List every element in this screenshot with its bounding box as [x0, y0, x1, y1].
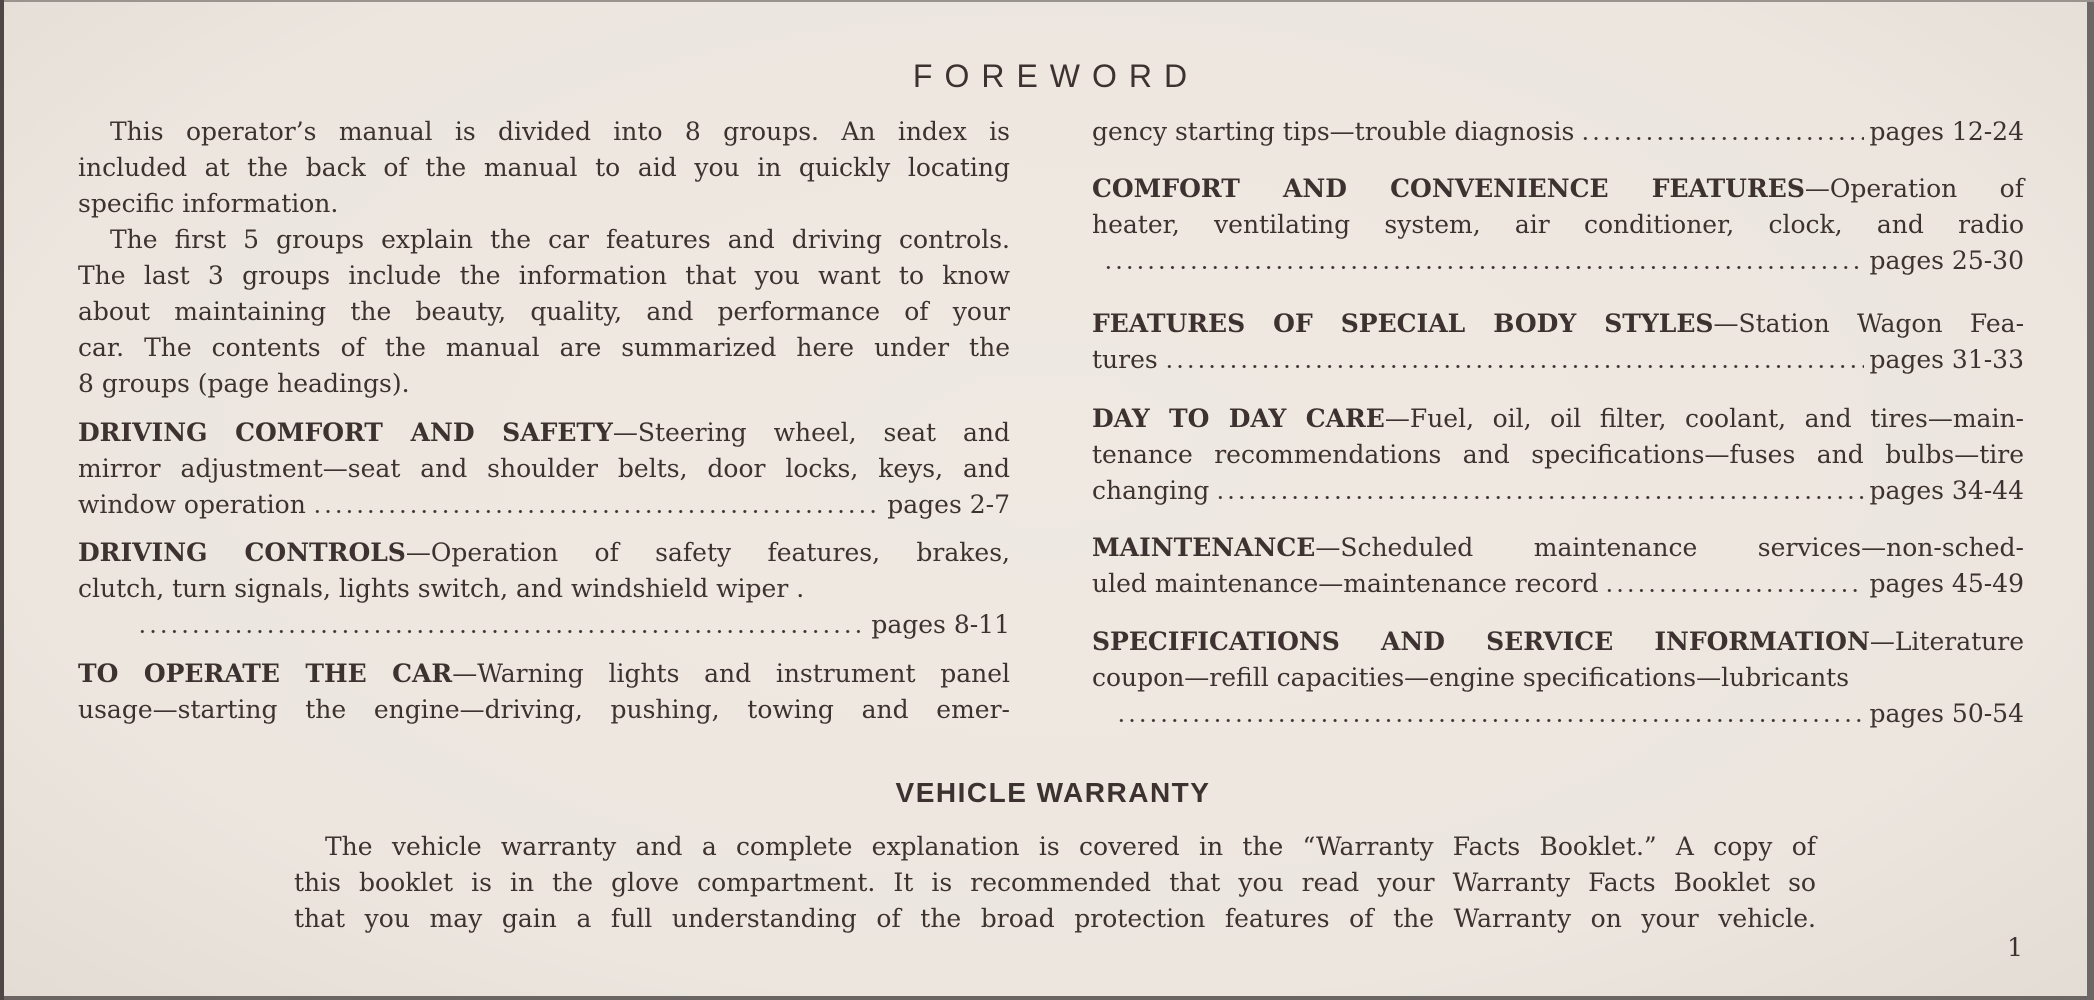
- group-description: heater, ventilating system, air conditioner, clock, and radio: [1092, 210, 2024, 239]
- toc-entry-heading-line: [78, 535, 1010, 571]
- group-description: —Steering wheel, seat and: [612, 418, 1010, 447]
- toc-entry-heading-line: [1092, 306, 2024, 342]
- toc-entry-heading-line: [1092, 624, 2024, 660]
- group-heading: DAY TO DAY CARE: [1092, 404, 1385, 433]
- dot-leader: [1215, 473, 1864, 509]
- toc-entry-heading-line: [1092, 171, 2024, 207]
- paragraph-line: The vehicle warranty and a complete explanation is covered in the “Warranty Facts Booklet.” A copy of: [325, 832, 1816, 861]
- group-heading: MAINTENANCE: [1092, 533, 1316, 562]
- dot-leader: [1103, 243, 1864, 279]
- dot-leader: [1116, 696, 1864, 732]
- group-description: mirror adjustment—seat and shoulder belts, door locks, keys, and: [78, 454, 1010, 483]
- group-description: changing: [1092, 476, 1210, 505]
- right-column: [1092, 114, 2024, 732]
- dot-leader: [1164, 342, 1865, 378]
- group-description: gency starting tips—trouble diagnosis: [1092, 117, 1575, 146]
- toc-entry-heading-line: [1092, 530, 2024, 566]
- group-description: —Scheduled maintenance services—non-sched-: [1315, 533, 2024, 562]
- toc-leader-line: [78, 607, 1010, 643]
- left-column: [78, 114, 1010, 728]
- group-description: usage—starting the engine—driving, pushing, towing and emer-: [78, 695, 1010, 724]
- warranty-heading: VEHICLE WARRANTY: [895, 777, 1211, 808]
- group-description: —Warning lights and instrument panel: [452, 659, 1010, 688]
- warranty-paragraph: [294, 829, 1816, 937]
- group-description: —Fuel, oil, oil filter, coolant, and tires—main-: [1384, 404, 2024, 433]
- paragraph-line: This operator’s manual is divided into 8 groups. An index is: [110, 117, 1010, 146]
- toc-entry-heading-line: [1092, 401, 2024, 437]
- group-heading: DRIVING CONTROLS: [78, 538, 406, 567]
- intro-paragraph: [78, 222, 1010, 402]
- group-description: window operation: [78, 490, 306, 519]
- toc-entry-driving-comfort-and-safety: [78, 415, 1010, 523]
- paragraph-line: that you may gain a full understanding of the broad protection features of the Warranty on your vehicle.: [294, 904, 1816, 933]
- toc-entry-comfort-and-convenience-features: [1092, 171, 2024, 279]
- page-range: pages 45-49: [1869, 569, 2024, 598]
- page-range: pages 50-54: [1869, 699, 2024, 728]
- group-description: —Station Wagon Fea-: [1713, 309, 2025, 338]
- toc-leader-line: [1092, 696, 2024, 732]
- intro-paragraph: [78, 114, 1010, 222]
- page-range: pages 2-7: [887, 490, 1010, 519]
- group-description: tenance recommendations and specifications—fuses and bulbs—tire: [1092, 440, 2024, 469]
- page-range: pages 25-30: [1869, 246, 2024, 275]
- group-heading: COMFORT AND CONVENIENCE FEATURES: [1092, 174, 1805, 203]
- group-heading: DRIVING COMFORT AND SAFETY: [78, 418, 613, 447]
- group-heading: FEATURES OF SPECIAL BODY STYLES: [1092, 309, 1714, 338]
- paragraph-line: about maintaining the beauty, quality, and performance of your: [78, 297, 1010, 326]
- toc-entry-driving-controls: [78, 535, 1010, 643]
- group-description: —Operation of safety features, brakes,: [405, 538, 1010, 567]
- page-range: pages 34-44: [1869, 476, 2024, 505]
- dot-leader: [137, 607, 866, 643]
- toc-entry-day-to-day-care: [1092, 401, 2024, 509]
- toc-entry-heading-line: [78, 415, 1010, 451]
- group-description: tures: [1092, 345, 1158, 374]
- paragraph-line: specific information.: [78, 189, 339, 218]
- dot-leader: [1580, 114, 1864, 150]
- group-heading: SPECIFICATIONS AND SERVICE INFORMATION: [1092, 627, 1870, 656]
- paragraph-line: The first 5 groups explain the car features and driving controls.: [110, 225, 1010, 254]
- toc-entry-continuation: [1092, 114, 2024, 150]
- toc-entry-to-operate-the-car: [78, 656, 1010, 728]
- group-description: —Literature: [1869, 627, 2024, 656]
- toc-leader-line: [1092, 114, 2024, 150]
- toc-leader-line: [1092, 243, 2024, 279]
- toc-entry-features-of-special-body-styles: [1092, 306, 2024, 378]
- toc-leader-line: [1092, 473, 2024, 509]
- group-description: coupon—refill capacities—engine specifications—lubricants: [1092, 663, 1850, 692]
- page-range: pages 12-24: [1869, 117, 2024, 146]
- toc-leader-line: [1092, 566, 2024, 602]
- toc-leader-line: [78, 487, 1010, 523]
- paragraph-line: included at the back of the manual to aid you in quickly locating: [78, 153, 1010, 182]
- paragraph-line: 8 groups (page headings).: [78, 369, 410, 398]
- group-description: uled maintenance—maintenance record: [1092, 569, 1599, 598]
- dot-leader: [1604, 566, 1864, 602]
- group-heading: TO OPERATE THE CAR: [78, 659, 453, 688]
- paragraph-line: car. The contents of the manual are summarized here under the: [78, 333, 1010, 362]
- paragraph-line: this booklet is in the glove compartment. It is recommended that you read your Warranty Facts Booklet so: [294, 868, 1816, 897]
- page-range: pages 31-33: [1869, 345, 2024, 374]
- toc-entry-specifications-and-service-information: [1092, 624, 2024, 732]
- toc-entry-heading-line: [78, 656, 1010, 692]
- page-range: pages 8-11: [871, 610, 1010, 639]
- paragraph-line: The last 3 groups include the information that you want to know: [78, 261, 1010, 290]
- group-description: clutch, turn signals, lights switch, and windshield wiper .: [78, 574, 805, 603]
- dot-leader: [312, 487, 882, 523]
- toc-leader-line: [1092, 342, 2024, 378]
- page-title: FOREWORD: [912, 58, 1200, 94]
- toc-entry-maintenance: [1092, 530, 2024, 602]
- group-description: —Operation of: [1804, 174, 2024, 203]
- page-number: 1: [2007, 933, 2023, 962]
